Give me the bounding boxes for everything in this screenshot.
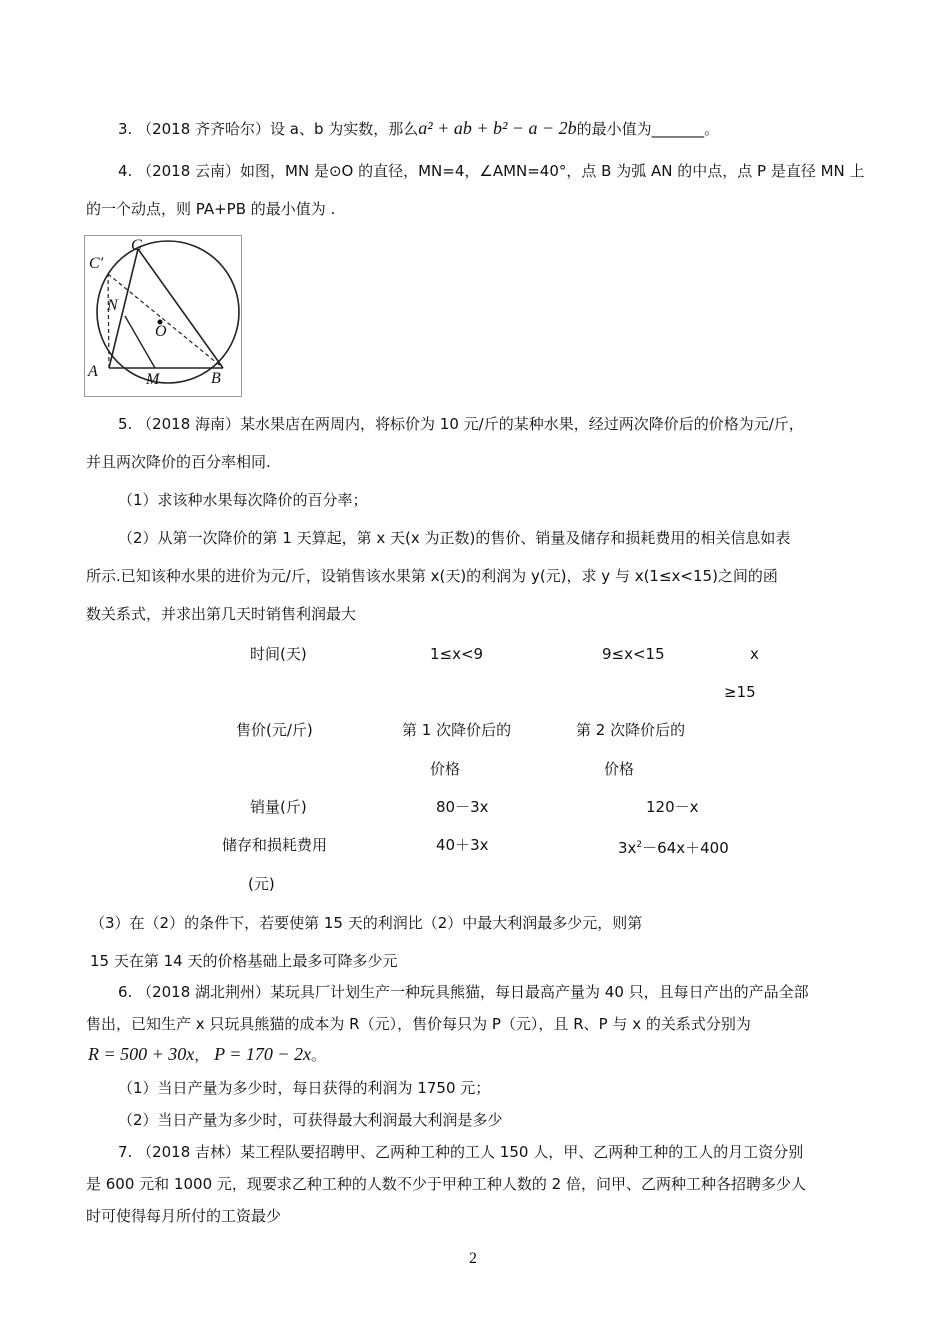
label-a: A xyxy=(88,363,98,380)
table-price-c2a: 第 2 次降价后的 xyxy=(576,721,686,739)
table-sales-c2: 120－x xyxy=(646,798,699,816)
page-number: 2 xyxy=(469,1250,477,1267)
table-sales-c1: 80－3x xyxy=(436,798,489,816)
q5-line1: 5. （2018 海南）某水果店在两周内，将标价为 10 元/斤的某种水果，经过两次降价后的价格为元/斤， xyxy=(118,415,804,433)
q6-line2: 售出，已知生产 x 只玩具熊猫的成本为 R（元），售价每只为 P（元），且 R、P 与 x 的关系式分别为 xyxy=(86,1015,751,1033)
q5-line2: 并且两次降价的百分率相同. xyxy=(86,453,271,471)
q3-suffix: 的最小值为_______。 xyxy=(576,120,720,138)
q5-part2-line3: 数关系式，并求出第几天时销售利润最大 xyxy=(86,605,357,623)
table-header-label: 时间(天) xyxy=(250,645,307,663)
q6-line1: 6. （2018 湖北荆州）某玩具厂计划生产一种玩具熊猫，每日最高产量为 40 只，且每日产出的产品全部 xyxy=(118,983,809,1001)
table-header-c3b: ≥15 xyxy=(724,683,756,701)
table-header-c2: 9≤x<15 xyxy=(602,645,665,663)
label-c-prime: C′ xyxy=(89,255,104,272)
table-cost-label-b: (元) xyxy=(248,875,275,893)
q6-part1: （1）当日产量为多少时，每日获得的利润为 1750 元； xyxy=(118,1079,491,1097)
table-cost-c1: 40＋3x xyxy=(436,836,489,854)
q4-line1: 4. （2018 云南）如图，MN 是⊙O 的直径，MN=4，∠AMN=40°，点 B 为弧 AN 的中点，点 P 是直径 MN 上 xyxy=(118,162,865,180)
q6-formula-line xyxy=(88,1044,326,1065)
label-m: M xyxy=(146,371,160,388)
q3-formula: a² + ab + b² − a − 2b xyxy=(418,118,577,138)
q4-line2: 的一个动点，则 PA+PB 的最小值为 . xyxy=(86,200,336,218)
label-n: N xyxy=(107,297,118,314)
chord-cb xyxy=(138,249,223,368)
label-c: C xyxy=(131,237,142,254)
table-price-c1a: 第 1 次降价后的 xyxy=(402,721,512,739)
table-cost-c2 xyxy=(618,835,729,858)
table-cost-c2-exp: 2 xyxy=(636,840,643,850)
q5-part1: （1）求该种水果每次降价的百分率； xyxy=(118,491,368,509)
q7-line1: 7. （2018 吉林）某工程队要招聘甲、乙两种工种的工人 150 人，甲、乙两种工种的工人的月工资分别 xyxy=(118,1143,804,1161)
table-cost-c2-pre: 3x xyxy=(618,839,637,857)
dashed-ac-prime xyxy=(108,274,109,368)
q6-end: 。 xyxy=(311,1046,327,1064)
q7-line2: 是 600 元和 1000 元，现要求乙种工种的人数不少于甲种工种人数的 2 倍，问甲、乙两种工种各招聘多少人 xyxy=(86,1175,806,1193)
table-cost-label-a: 储存和损耗费用 xyxy=(222,836,328,854)
table-sales-label: 销量(斤) xyxy=(250,798,307,816)
table-price-c2b: 价格 xyxy=(604,760,635,778)
q7-line3: 时可使得每月所付的工资最少 xyxy=(86,1207,282,1225)
segment-nm xyxy=(125,316,155,368)
table-price-c1b: 价格 xyxy=(430,760,461,778)
table-cost-c2-post: －64x＋400 xyxy=(642,839,729,857)
circle-diagram xyxy=(85,236,241,396)
q6-formula-p: P = 170 − 2x xyxy=(214,1044,312,1064)
label-b: B xyxy=(211,370,221,387)
q6-sep: ， xyxy=(194,1046,210,1064)
table-price-label: 售价(元/斤) xyxy=(236,721,313,739)
q6-formula-r: R = 500 + 30x xyxy=(88,1044,195,1064)
q3-line xyxy=(118,118,719,139)
q5-part3-line2: 15 天在第 14 天的价格基础上最多可降多少元 xyxy=(90,952,398,970)
circle-figure xyxy=(84,235,242,397)
table-header-c1: 1≤x<9 xyxy=(430,645,484,663)
label-o: O xyxy=(155,323,167,340)
table-header-c3a: x xyxy=(750,645,759,663)
q5-part3-line1: （3）在（2）的条件下，若要使第 15 天的利润比（2）中最大利润最多少元，则第 xyxy=(90,914,643,932)
q5-part2-line1: （2）从第一次降价的第 1 天算起，第 x 天(x 为正数)的售价、销量及储存和损耗费用的相关信息如表 xyxy=(118,529,791,547)
q5-part2-line2: 所示.已知该种水果的进价为元/斤，设销售该水果第 x(天)的利润为 y(元)，求 y 与 x(1≤x<15)之间的函 xyxy=(86,567,778,585)
q3-prefix: 3. （2018 齐齐哈尔）设 a、b 为实数，那么 xyxy=(118,120,419,138)
q6-part2: （2）当日产量为多少时，可获得最大利润最大利润是多少 xyxy=(118,1111,503,1129)
